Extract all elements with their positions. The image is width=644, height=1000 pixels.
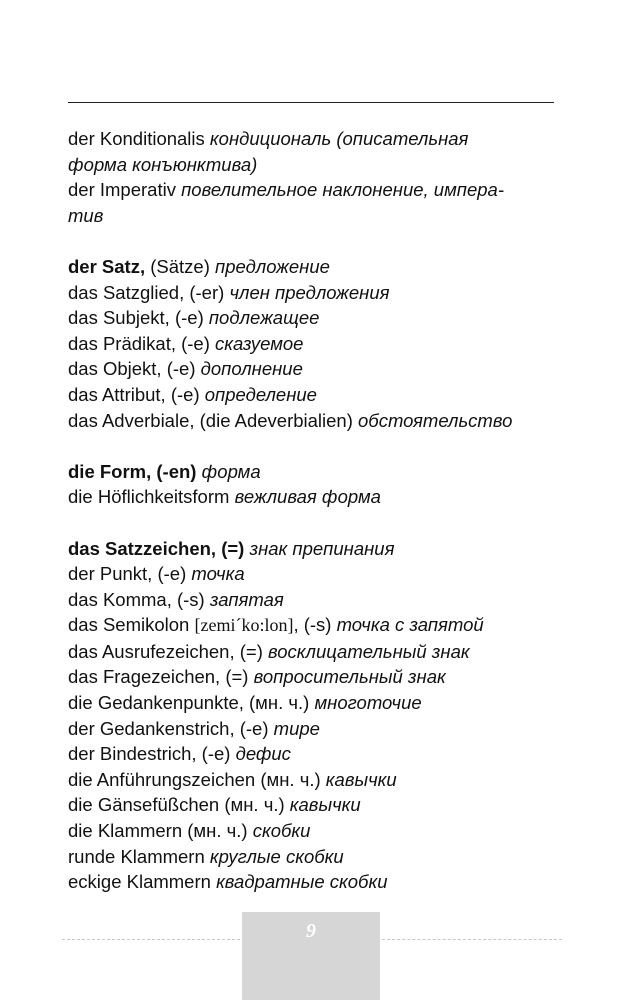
section-gap — [68, 433, 568, 459]
entry-attribut — [68, 382, 568, 408]
entry-translation: скобки — [252, 820, 311, 842]
page-number: 9 — [306, 920, 316, 942]
entry-term: das Objekt, (-e) — [68, 358, 201, 380]
entry-term: das Komma, (-s) — [68, 588, 210, 610]
entry-fragezeichen — [68, 664, 568, 690]
entry-punkt — [68, 561, 568, 587]
footer-dashed-rule-left — [62, 939, 240, 940]
entry-term: der Imperativ — [68, 179, 182, 201]
entry-plural: , (-s) — [293, 614, 337, 636]
entry-translation: знак препинания — [244, 537, 395, 559]
entry-translation: тире — [273, 717, 320, 739]
entry-objekt — [68, 356, 568, 382]
entry-term: das Prädikat, (-e) — [68, 332, 216, 354]
entry-gedankenstrich — [68, 716, 568, 742]
entry-translation: сказуемое — [215, 332, 304, 354]
section-heading-satzzeichen — [68, 536, 568, 562]
entry-anfuehrungszeichen — [68, 767, 568, 793]
entry-imperativ — [68, 177, 568, 203]
entry-translation: круглые скобки — [209, 845, 344, 867]
section-heading-term: das Satzzeichen, (=) — [68, 537, 245, 559]
entry-term: die Gedankenpunkte, (мн. ч.) — [68, 692, 315, 714]
section-heading-term: der Satz, — [68, 255, 146, 277]
entry-gedankenpunkte — [68, 690, 568, 716]
entry-komma — [68, 587, 568, 613]
entry-term: das Adverbiale, (die Adeverbialien) — [68, 409, 359, 431]
section-heading-term: die Form, (-en) — [68, 460, 197, 482]
entry-translation: вежливая форма — [234, 486, 381, 508]
section-gap — [68, 510, 568, 536]
entry-translation: точка с запятой — [336, 614, 484, 636]
entry-translation: восклицательный знак — [268, 640, 470, 662]
page-number-tab — [242, 912, 380, 1000]
entry-eckige-klammern — [68, 869, 568, 895]
entry-term: der Punkt, (-e) — [68, 563, 192, 585]
entry-term: die Anführungszeichen (мн. ч.) — [68, 768, 326, 790]
entry-translation: дополнение — [200, 358, 303, 380]
entry-konditionalis-continued — [68, 152, 568, 178]
entry-term: der Bindestrich, (-e) — [68, 743, 236, 765]
entry-translation: форма конъюнктива) — [68, 153, 258, 175]
entry-term: das Attribut, (-e) — [68, 383, 205, 405]
entry-term: die Gänsefüßchen (мн. ч.) — [68, 794, 290, 816]
entry-term: eckige Klammern — [68, 871, 217, 893]
entry-translation: член предложения — [229, 281, 390, 303]
entry-hoeflichkeitsform — [68, 484, 568, 510]
entry-translation: обстоятельство — [358, 409, 513, 431]
entry-klammern — [68, 818, 568, 844]
entry-translation: определение — [204, 383, 317, 405]
vocabulary-list — [68, 126, 568, 895]
entry-subjekt — [68, 305, 568, 331]
entry-term: runde Klammern — [68, 845, 210, 867]
entry-translation: тив — [68, 204, 104, 226]
section-heading-satz — [68, 254, 568, 280]
entry-ausrufezeichen — [68, 639, 568, 665]
entry-translation: вопросительный знак — [253, 666, 446, 688]
entry-term: das Subjekt, (-e) — [68, 307, 209, 329]
entry-translation: точка — [191, 563, 245, 585]
entry-term: das Fragezeichen, (=) — [68, 666, 254, 688]
entry-transcription: [zemi´ko:lon] — [194, 615, 294, 636]
entry-translation: запятая — [209, 588, 284, 610]
footer-dashed-rule-right — [382, 939, 562, 940]
section-gap — [68, 228, 568, 254]
entry-bindestrich — [68, 741, 568, 767]
entry-term: das Satzglied, (-er) — [68, 281, 230, 303]
entry-adverbiale — [68, 408, 568, 434]
entry-translation: кавычки — [325, 768, 397, 790]
section-heading-form — [68, 459, 568, 485]
entry-translation: подлежащее — [208, 307, 320, 329]
entry-translation: кондициональ (описательная — [209, 128, 469, 149]
entry-translation: повелительное наклонение, импера- — [181, 179, 504, 201]
entry-konditionalis — [68, 126, 568, 152]
entry-satzglied — [68, 280, 568, 306]
entry-translation: предложение — [215, 255, 330, 277]
entry-term: der Konditionalis — [68, 128, 210, 149]
entry-term: die Klammern (мн. ч.) — [68, 820, 253, 842]
top-rule — [68, 102, 554, 103]
entry-translation: многоточие — [314, 692, 422, 714]
entry-translation: квадратные скобки — [216, 871, 388, 893]
entry-semikolon — [68, 612, 568, 639]
entry-gaensefuesschen — [68, 792, 568, 818]
entry-term: die Höflichkeitsform — [68, 486, 235, 508]
entry-term: der Gedankenstrich, (-e) — [68, 717, 274, 739]
entry-translation: форма — [196, 460, 261, 482]
entry-runde-klammern — [68, 844, 568, 870]
entry-term: das Ausrufezeichen, (=) — [68, 640, 269, 662]
entry-translation: дефис — [235, 743, 291, 765]
entry-imperativ-continued — [68, 203, 568, 229]
entry-translation: кавычки — [289, 794, 361, 816]
entry-term: (Sätze) — [145, 255, 216, 277]
entry-praedikat — [68, 331, 568, 357]
entry-term: das Semikolon — [68, 614, 195, 636]
